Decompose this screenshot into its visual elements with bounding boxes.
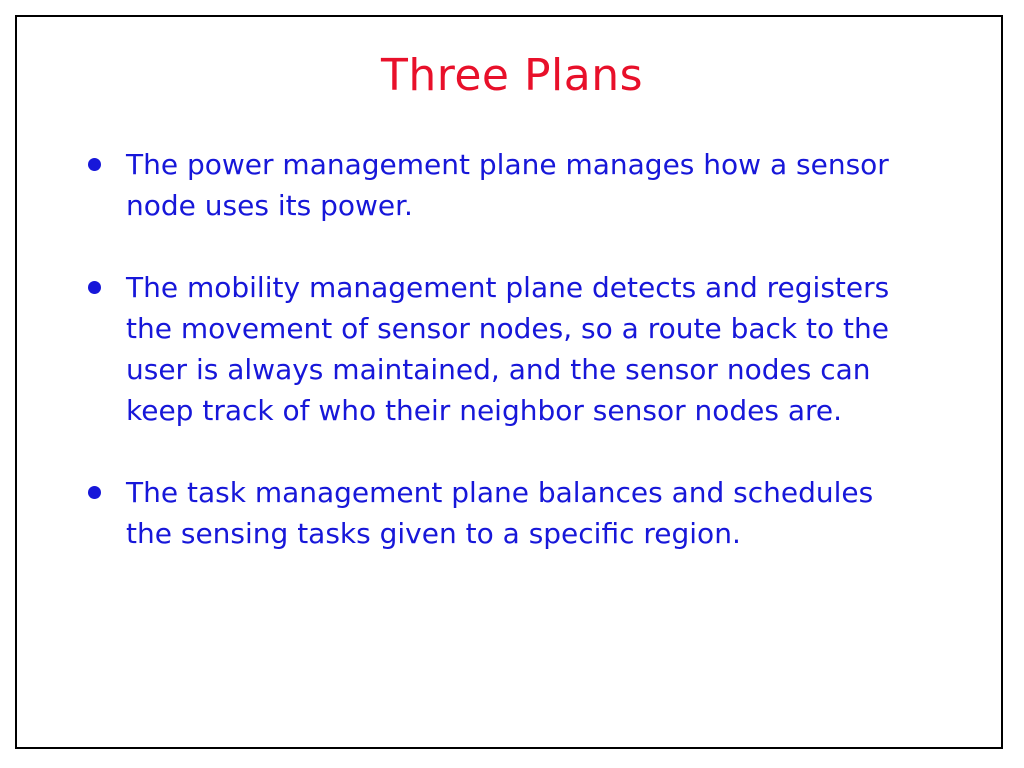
bullet-text: The power management plane manages how a sensor node uses its power. xyxy=(126,148,889,222)
bullet-text: The mobility management plane detects and registers the movement of sensor nodes, so a route back to the user is always maintained, and the sensor nodes can keep track of who their neighbor sensor nodes are. xyxy=(126,271,890,427)
bullet-dot-icon xyxy=(88,486,101,499)
bullet-dot-icon xyxy=(88,158,101,171)
bullet-item-task-management xyxy=(86,472,906,554)
slide-title: Three Plans xyxy=(380,50,644,101)
bullet-dot-icon xyxy=(88,281,101,294)
bullet-list xyxy=(86,144,906,595)
bullet-item-power-management xyxy=(86,144,906,226)
bullet-text: The task management plane balances and schedules the sensing tasks given to a specific region. xyxy=(126,476,874,550)
bullet-item-mobility-management xyxy=(86,267,906,431)
